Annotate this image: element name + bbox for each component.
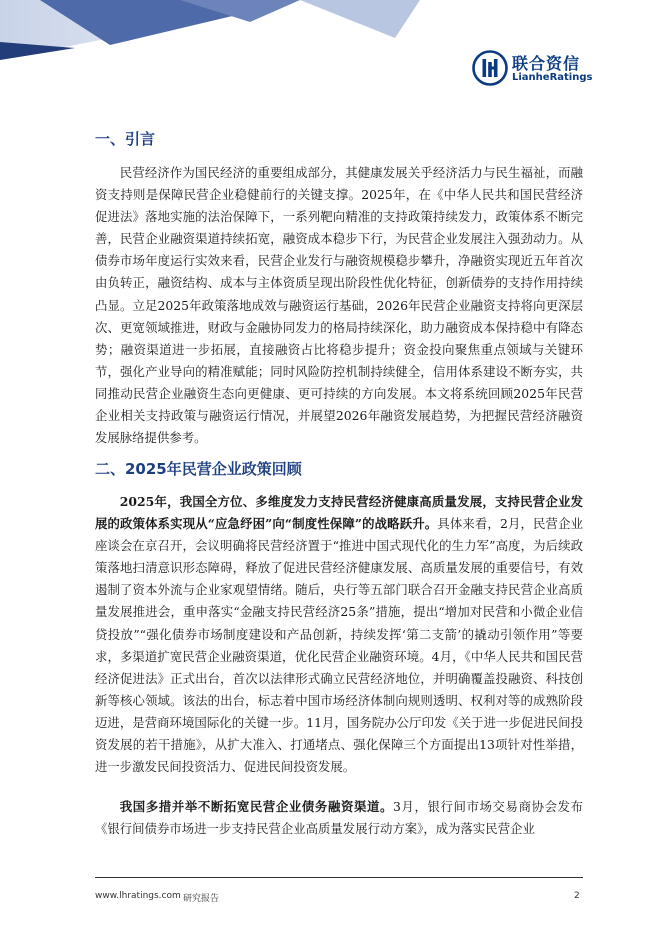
paragraph-financing-channels: [95, 796, 583, 840]
paragraph-body: 3月，银行间市场交易商协会发布《银行间债券市场进一步支持民营企业高质量发展行动方案》，成为落实民营企业: [95, 799, 583, 837]
paragraph-policy-overview: [95, 491, 583, 778]
footer-website-link[interactable]: www.lhratings.com: [95, 891, 181, 901]
footer-divider: [95, 877, 583, 878]
paragraph-introduction: [95, 162, 583, 449]
paragraph-lead-sentence: 我国多措并举不断拓宽民营企业债务融资渠道。: [119, 799, 393, 814]
section-heading-introduction: 一、引言: [95, 130, 156, 148]
paragraph-lead-sentence: 2025年，我国全方位、多维度发力支持民营经济健康高质量发展，支持民营企业发展的政策体系实现从“应急纾困”向“制度性保障”的战略跃升。: [95, 494, 583, 532]
logo-name-cn: 联合资信: [512, 54, 581, 73]
header-shape-right: [300, 0, 420, 38]
page-number: 2: [574, 891, 580, 901]
paragraph-body: 具体来看，2月，民营企业座谈会在京召开，会议明确将民营经济置于“推进中国式现代化的生力军”高度，为后续政策落地扫清意识形态障碍，释放了促进民营经济健康发展、高质量发展的重要信号，有效遏制了资本外流与企业家观望情绪。随后，央行等五部门联合召开金融支持民营企业高质量发展推进会，重申落实“金融支持民营经济25条”措施，提出“增加对民营和小微企业信贷投放”“强化债券市场制度建设和产品创新，持续发挥‘第二支箭’的撬动引领作用”等要求，多渠道扩宽民营企业融资渠道，优化民营企业融资环境。4月，《中华人民共和国民营经济促进法》正式出台，首次以法律形式确立民营经济地位，并明确覆盖投融资、科技创新等核心领域。该法的出台，标志着中国市场经济体制向规则透明、权利对等的成熟阶段迈进，是营商环境国际化的关键一步。11月，国务院办公厅印发《关于进一步促进民间投资发展的若干措施》，从扩大准入、打通堵点、强化保障三个方面提出13项针对性举措，进一步激发民间投资活力、促进民间投资发展。: [95, 516, 583, 775]
section-heading-policy-review: 二、2025年民营企业政策回顾: [95, 460, 302, 478]
logo-name-en: LianheRatings: [512, 72, 593, 83]
company-logo: [472, 50, 622, 90]
lianhe-logo-icon: [472, 50, 508, 86]
footer-document-type: 研究报告: [183, 894, 220, 904]
paragraph-body: 民营经济作为国民经济的重要组成部分，其健康发展关乎经济活力与民生福祉，而融资支持则是保障民营企业稳健前行的关键支撑。2025年，在《中华人民共和国民营经济促进法》落地实施的法治保障下，一系列靶向精准的支持政策持续发力，政策体系不断完善，民营企业融资渠道持续拓宽，融资成本稳步下行，为民营企业发展注入强劲动力。从债券市场年度运行实效来看，民营企业发行与融资规模稳步攀升，净融资实现近五年首次由负转正，融资结构、成本与主体资质呈现出阶段性优化特征，创新债券的支持作用持续凸显。立足2025年政策落地成效与融资运行基础，2026年民营企业融资支持将向更深层次、更宽领域推进，财政与金融协同发力的格局持续深化，助力融资成本保持稳中有降态势；融资渠道进一步拓展，直接融资占比将稳步提升；资金投向聚焦重点领域与关键环节，强化产业导向的精准赋能；同时风险防控机制持续健全，信用体系建设不断夯实，共同推动民营企业融资生态向更健康、更可持续的方向发展。本文将系统回顾2025年民营企业相关支持政策与融资运行情况，并展望2026年融资发展趋势，为把握民营经济融资发展脉络提供参考。: [95, 165, 583, 446]
